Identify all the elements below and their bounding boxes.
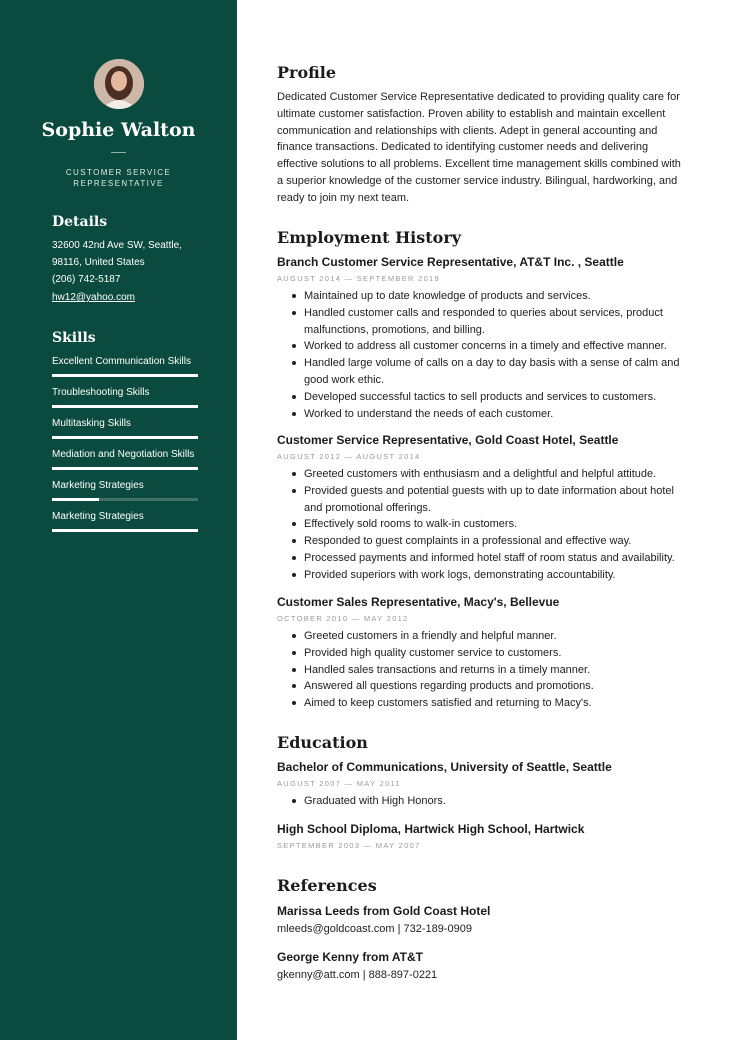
email-link[interactable]: hw12@yahoo.com	[52, 292, 135, 303]
skill-bar-fill	[52, 436, 198, 439]
skill-item	[52, 418, 198, 429]
address-line-1: 32600 42nd Ave SW, Seattle,	[52, 240, 182, 251]
education-title: Bachelor of Communications, University of Seattle, Seattle	[277, 760, 612, 774]
list-item: Provided guests and potential guests with up to date information about hotel and promotional offerings.	[304, 483, 694, 517]
reference-contact: mleeds@goldcoast.com | 732-189-0909	[277, 923, 473, 935]
employment-heading: Employment History	[277, 228, 462, 247]
reference-name: George Kenny from AT&T	[277, 950, 424, 964]
skill-bar-fill	[52, 374, 198, 377]
education-bullets	[304, 793, 694, 810]
list-item: Greeted customers with enthusiasm and a delightful and helpful attitude.	[304, 466, 694, 483]
list-item: Responded to guest complaints in a professional and effective way.	[304, 533, 694, 550]
list-item: Provided high quality customer service to customers.	[304, 645, 694, 662]
profile-heading: Profile	[277, 63, 337, 82]
skill-item	[52, 480, 198, 491]
list-item: Processed payments and informed hotel staff of room status and availability.	[304, 550, 694, 567]
skill-label: Marketing Strategies	[52, 511, 144, 522]
list-item: Handled large volume of calls on a day to day basis with a sense of calm and good work ethic.	[304, 355, 694, 389]
references-heading: References	[277, 876, 377, 895]
skill-item	[52, 356, 198, 367]
list-item: Handled sales transactions and returns in a timely manner.	[304, 662, 694, 679]
reference-contact: gkenny@att.com | 888-897-0221	[277, 969, 438, 981]
list-item: Maintained up to date knowledge of products and services.	[304, 288, 694, 305]
avatar	[94, 59, 144, 109]
skill-item	[52, 387, 198, 398]
list-item: Effectively sold rooms to walk-in customers.	[304, 516, 694, 533]
skill-bar-fill	[52, 529, 198, 532]
job-title: Branch Customer Service Representative, AT&T Inc. , Seattle	[277, 255, 624, 269]
education-heading: Education	[277, 733, 368, 752]
list-item: Handled customer calls and responded to queries about services, product malfunctions, promotions, and billing.	[304, 305, 694, 339]
list-item: Aimed to keep customers satisfied and returning to Macy's.	[304, 695, 694, 712]
job-dates: AUGUST 2012 — AUGUST 2014	[277, 452, 421, 461]
job-title: Customer Sales Representative, Macy's, Bellevue	[277, 595, 560, 609]
job-dates: AUGUST 2014 — SEPTEMBER 2019	[277, 274, 440, 283]
details-heading: Details	[52, 214, 108, 230]
education-dates: SEPTEMBER 2003 — MAY 2007	[277, 841, 421, 850]
candidate-title: CUSTOMER SERVICE REPRESENTATIVE	[65, 168, 172, 188]
job-dates: OCTOBER 2010 — MAY 2012	[277, 614, 409, 623]
job-bullets	[304, 628, 694, 712]
profile-text: Dedicated Customer Service Representative dedicated to providing quality care for ultimate customer satisfaction. Proven ability to establish and maintain excellent communication and relationships with clients. Adept in general accounting and finance transactions. Dedicated to identifying customer needs and delivering effective solutions to all problems. Excellent time management skills combined with a superior knowledge of the customer service industry. Bilingual, hardworking, and ready to join my next team.	[277, 91, 681, 204]
list-item: Developed successful tactics to sell products and services to customers.	[304, 389, 694, 406]
skill-bar-fill	[52, 498, 99, 501]
list-item: Answered all questions regarding products and promotions.	[304, 678, 694, 695]
education-title: High School Diploma, Hartwick High School, Hartwick	[277, 822, 585, 836]
skill-label: Mediation and Negotiation Skills	[52, 449, 195, 460]
list-item: Provided superiors with work logs, demonstrating accountability.	[304, 567, 694, 584]
list-item: Worked to address all customer concerns in a timely and effective manner.	[304, 338, 694, 355]
list-item: Graduated with High Honors.	[304, 793, 694, 810]
list-item: Worked to understand the needs of each customer.	[304, 406, 694, 423]
skill-bar	[52, 436, 198, 439]
skill-bar	[52, 405, 198, 408]
list-item: Greeted customers in a friendly and helpful manner.	[304, 628, 694, 645]
skill-item	[52, 511, 198, 522]
skill-label: Multitasking Skills	[52, 418, 131, 429]
sidebar	[0, 0, 237, 1040]
skill-bar	[52, 529, 198, 532]
name-divider	[111, 152, 126, 153]
skill-label: Troubleshooting Skills	[52, 387, 150, 398]
skills-heading: Skills	[52, 330, 96, 346]
skill-item	[52, 449, 198, 460]
job-title: Customer Service Representative, Gold Coast Hotel, Seattle	[277, 433, 619, 447]
phone: (206) 742-5187	[52, 274, 121, 285]
job-bullets	[304, 288, 694, 422]
skill-bar	[52, 374, 198, 377]
candidate-name: Sophie Walton	[41, 119, 196, 141]
skill-label: Excellent Communication Skills	[52, 356, 191, 367]
skill-label: Marketing Strategies	[52, 480, 144, 491]
skill-bar	[52, 498, 198, 501]
skill-bar-fill	[52, 467, 198, 470]
skill-bar	[52, 467, 198, 470]
address-line-2: 98116, United States	[52, 257, 145, 268]
education-dates: AUGUST 2007 — MAY 2011	[277, 779, 401, 788]
skill-bar-fill	[52, 405, 198, 408]
job-bullets	[304, 466, 694, 584]
reference-name: Marissa Leeds from Gold Coast Hotel	[277, 904, 491, 918]
